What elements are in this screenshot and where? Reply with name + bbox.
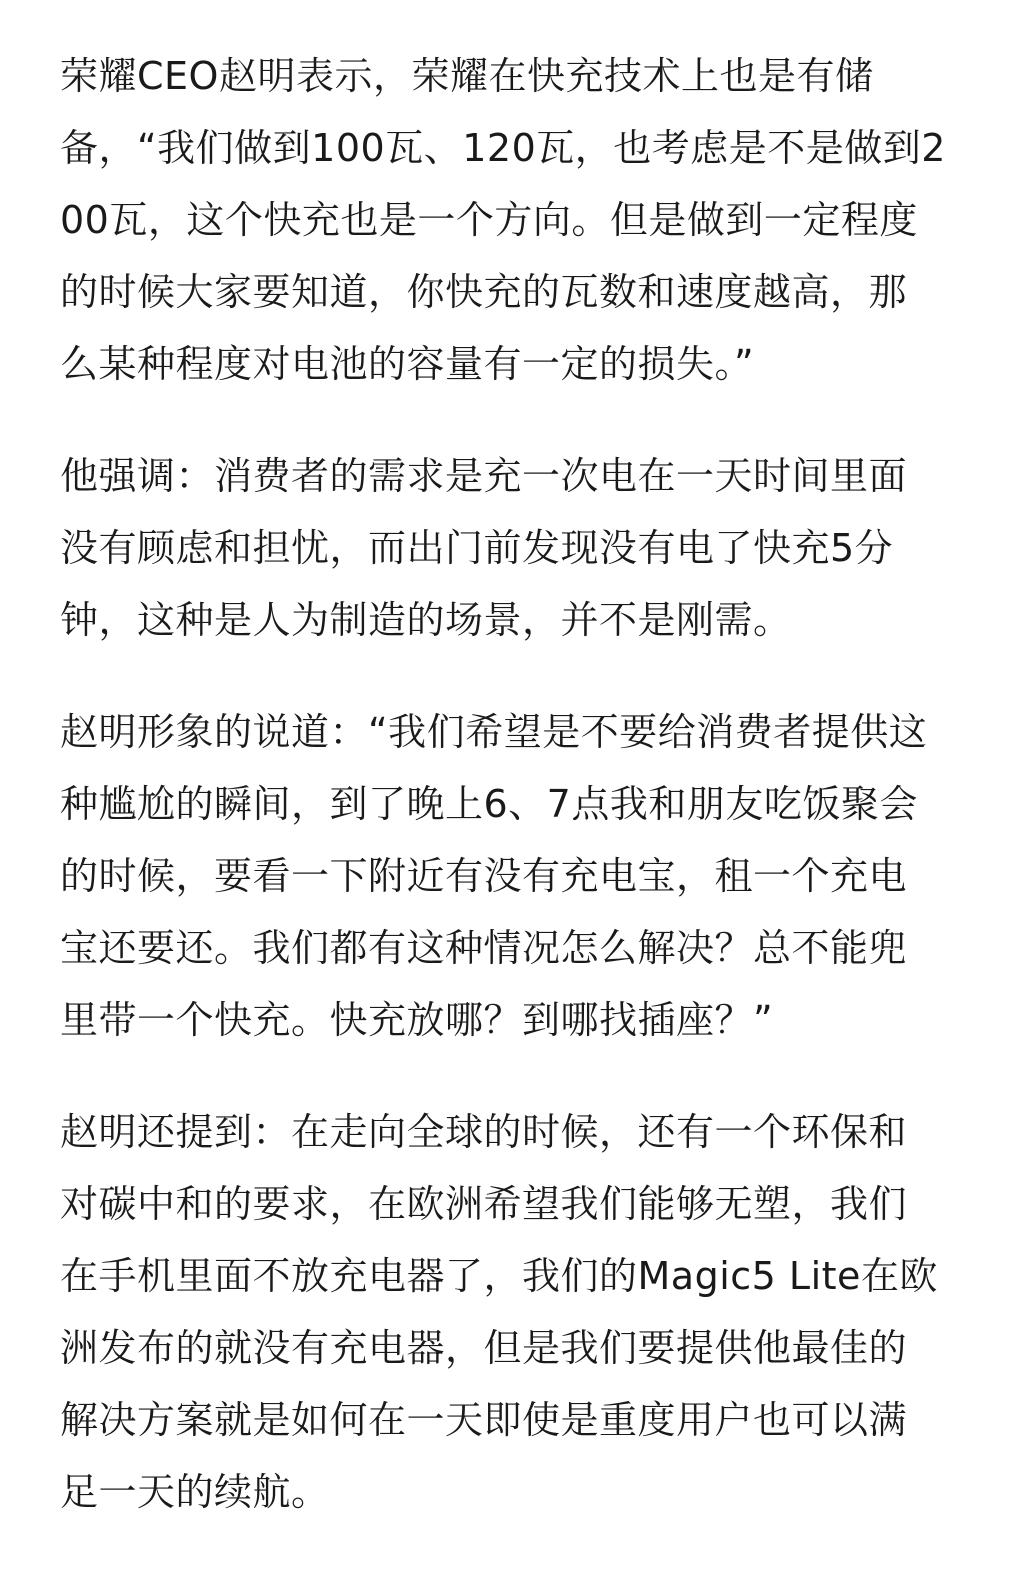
paragraph-2 <box>60 440 962 656</box>
text-line: 洲发布的就没有充电器，但是我们要提供他最佳的 <box>60 1326 908 1370</box>
text-line: 赵明还提到：在走向全球的时候，还有一个环保和 <box>60 1110 908 1154</box>
text-line: 在手机里面不放充电器了，我们的Magic5 Lite在欧 <box>60 1254 938 1298</box>
text-line: 荣耀CEO赵明表示，荣耀在快充技术上也是有储 <box>60 54 874 98</box>
text-line: 里带一个快充。快充放哪？到哪找插座？” <box>60 998 774 1042</box>
paragraph-1 <box>60 40 962 400</box>
text-line: 么某种程度对电池的容量有一定的损失。” <box>60 342 755 386</box>
text-line: 宝还要还。我们都有这种情况怎么解决？总不能兜 <box>60 926 908 970</box>
paragraph-4 <box>60 1096 962 1528</box>
paragraph-3 <box>60 696 962 1056</box>
text-line: 备，“我们做到100瓦、120瓦，也考虑是不是做到2 <box>60 126 946 170</box>
text-line: 赵明形象的说道：“我们希望是不要给消费者提供这 <box>60 710 928 754</box>
text-line: 解决方案就是如何在一天即使是重度用户也可以满 <box>60 1398 908 1442</box>
text-line: 种尴尬的瞬间，到了晚上6、7点我和朋友吃饭聚会 <box>60 782 918 826</box>
text-line: 他强调：消费者的需求是充一次电在一天时间里面 <box>60 454 908 498</box>
text-line: 钟，这种是人为制造的场景，并不是刚需。 <box>60 598 792 642</box>
text-line: 对碳中和的要求，在欧洲希望我们能够无塑，我们 <box>60 1182 908 1226</box>
text-line: 足一天的续航。 <box>60 1470 330 1514</box>
text-line: 没有顾虑和担忧，而出门前发现没有电了快充5分 <box>60 526 894 570</box>
text-line: 00瓦，这个快充也是一个方向。但是做到一定程度 <box>60 198 918 242</box>
text-line: 的时候大家要知道，你快充的瓦数和速度越高，那 <box>60 270 908 314</box>
text-line: 的时候，要看一下附近有没有充电宝，租一个充电 <box>60 854 908 898</box>
